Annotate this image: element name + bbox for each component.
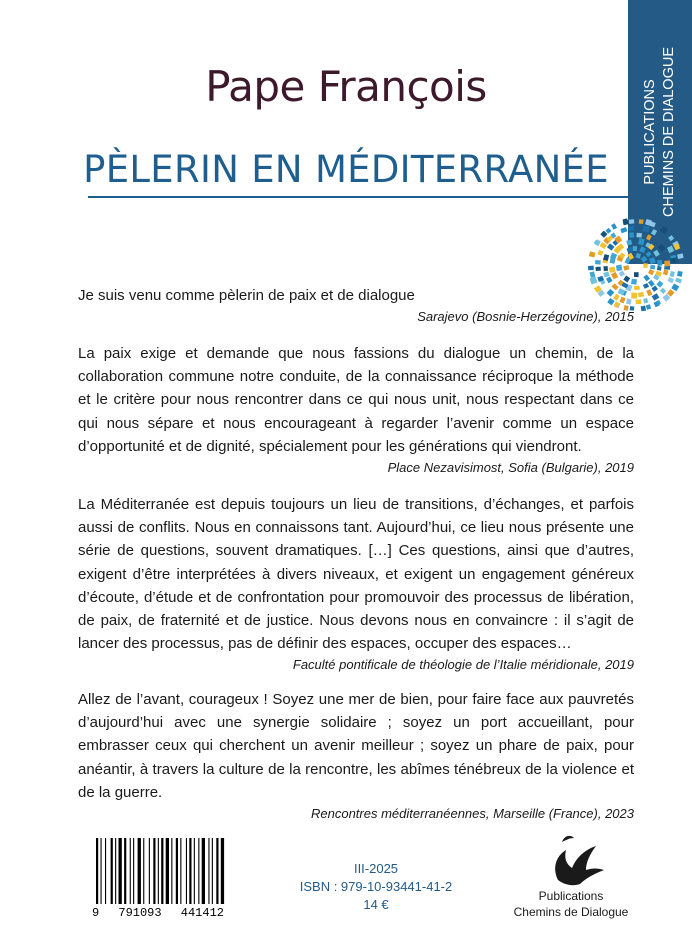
mosaic-tile [670,271,675,277]
quote-text: Je suis venu comme pèlerin de paix et de dialogue [78,287,415,304]
mosaic-tile [657,260,662,266]
quote-text: Allez de l’avant, courageux ! Soyez une mer de bien, pour faire face aux pauvretés d’aujourd’hui avec une synergie solidaire ; soyez un port accueillant, pour embrasser ceux qui cherchent un avenir meilleur ; soyez un phare de paix, pour anéantir, à travers la culture de la rencontre, les abîmes ténébreux de la violence et de la guerre. [78,691,634,801]
mosaic-tile [589,251,596,257]
publisher-name [496,888,646,920]
mosaic-tile [664,261,670,267]
mosaic-tile [603,271,609,277]
quote-source: Faculté pontificale de théologie de l’Italie méridionale, 2019 [292,657,634,673]
barcode-digits [88,906,228,920]
mosaic-tile [633,246,637,251]
mosaic-tile [603,266,608,271]
mosaic-tile [639,246,646,253]
barcode-bar [153,838,155,904]
barcode-bar [149,838,150,904]
mosaic-tile [638,238,644,245]
barcode-bar [158,838,159,904]
mosaic-tile [639,219,644,224]
mosaic-tile [595,260,601,265]
quote-text: La Méditerranée est depuis toujours un lieu de transitions, d’échanges, et parfois aussi de conflits. Nous en connaissons tant. Aujourd’hui, ce lieu nous présente une série de questions, souvent dramatiques. […] Ces questions, ainsi que d’autres, exigent d’être interprétées à divers niveaux, et exigent un engagement généreux d’écoute, d’étude et de confrontation pour promouvoir des processus de libération, de paix, de fraternité et de justice. Nous devons nous en convaincre : il s’agit de lancer des processus, pas de définir des espaces, occuper des espaces… [78,496,634,653]
quote-4 [78,688,634,823]
book-author: Pape François [205,62,487,111]
mosaic-tile [598,250,604,256]
quote-1 [78,284,634,326]
isbn-number: ISBN : 979-10-93441-41-2 [299,879,453,894]
mosaic-tile [626,247,633,253]
mosaic-tile [638,292,644,297]
mosaic-tile [663,270,669,276]
mosaic-tile [643,275,650,282]
barcode-bar [105,838,106,904]
mosaic-tile [629,232,634,238]
mosaic-tile [651,285,657,291]
mosaic-tile [675,278,682,284]
mosaic-tile [648,280,655,287]
mosaic-tile [611,223,617,229]
mosaic-tile [595,267,600,271]
mosaic-tile [607,243,614,250]
mosaic-tile [634,272,639,277]
mosaic-tile [626,239,632,245]
barcode-bar [212,838,213,904]
mosaic-tile [634,286,640,290]
mosaic-tile [656,281,663,288]
mosaic-tile [652,293,660,300]
barcode-bar [194,838,195,904]
barcode-bar [111,838,113,904]
mosaic-tile [588,266,594,271]
quote-3 [78,493,634,674]
mosaic-tile [641,256,648,263]
barcode-digit-group-2: 441412 [180,906,224,920]
mosaic-tile [671,283,679,291]
mosaic-tile [667,246,674,254]
mosaic-tile [646,251,652,257]
barcode-bar [186,838,187,904]
barcode-bar [189,838,191,904]
mosaic-tile [636,233,642,238]
mosaic-tile [605,228,611,234]
barcode-bar [171,838,172,904]
side-band-line-2: CHEMINS DE DIALOGUE [661,47,677,217]
isbn-barcode [88,834,228,920]
mosaic-tile [646,234,652,240]
mosaic-tile [629,219,635,224]
mosaic-tile [603,254,609,261]
mosaic-tile [623,265,629,270]
barcode-bar [166,838,169,904]
barcode-bar [133,838,134,904]
barcode-bar [130,838,131,904]
mosaic-tile [609,267,616,273]
quote-2 [78,342,634,477]
barcode-bar [138,838,141,904]
mosaic-tile [657,266,662,271]
barcode-bars [88,834,228,906]
publisher-name-line-1: Publications [538,889,604,903]
mosaic-tile [649,257,656,264]
barcode-bar [124,838,126,904]
mosaic-tile [643,283,649,289]
mosaic-tile [606,276,613,283]
mosaic-tile [648,269,654,275]
barcode-digit-group-1: 791093 [118,906,162,920]
mosaic-tile [668,277,675,283]
mosaic-tile [668,235,674,241]
barcode-bar [176,838,178,904]
edition-code: III-2025 [353,861,399,876]
quote-text: La paix exige et demande que nous fassions du dialogue un chemin, de la collaboration commune notre conduite, de la connaissance réciproque la méthode et le critère pour nous rencontrer dans ce qui nous unit, nous respectant dans ce qui nous sépare et nous encourageant à regarder l’avenir comme un espace d’opportunité et de dignité, spécialement pour les générations qui viendront. [78,345,634,455]
barcode-bar [221,838,224,904]
quote-source: Sarajevo (Bosnie-Herzégovine), 2015 [417,309,634,325]
mosaic-tile [671,258,677,264]
barcode-bar [101,838,102,904]
side-band-line-1: PUBLICATIONS [642,79,658,185]
barcode-bar [180,838,181,904]
mosaic-tile [636,299,642,304]
publication-info [262,860,490,914]
mosaic-tile [660,288,666,294]
mosaic-tile [620,227,627,233]
barcode-bar [119,838,122,904]
quote-source: Rencontres méditerranéennes, Marseille (France), 2023 [311,806,634,822]
mosaic-tile [628,225,634,231]
mosaic-tile [611,272,618,280]
barcode-bar [96,838,98,904]
barcode-bar [208,838,209,904]
mosaic-tile [677,253,683,259]
quote-source: Place Nezavisimost, Sofia (Bulgarie), 2019 [387,460,634,476]
book-title: PÈLERIN EN MÉDITERRANÉE [83,148,609,191]
barcode-bar [216,838,218,904]
mosaic-tile [619,271,625,277]
barcode-digit-lead: 9 [92,906,100,920]
mosaic-tile [600,231,607,238]
mosaic-tile [650,265,655,270]
barcode-bar [202,838,205,904]
mosaic-tile [646,304,651,310]
barcode-bar [161,838,163,904]
mosaic-tile [677,271,683,277]
mosaic-tile [653,250,660,257]
mosaic-tile [641,306,646,312]
mosaic-tile [636,253,641,259]
mosaic-tile [590,271,596,277]
price: 14 € [363,897,389,912]
mosaic-tile [616,264,622,271]
mosaic-tile [623,275,630,282]
mosaic-tile [643,298,648,304]
barcode-bar [115,838,116,904]
barcode-bar [143,838,144,904]
mosaic-tile [651,229,657,236]
mosaic-tile [600,242,607,249]
mosaic-tile [658,244,666,252]
mosaic-tile [643,263,648,268]
publisher-name-line-2: Chemins de Dialogue [513,905,629,919]
mosaic-tile [646,289,652,296]
title-underline [88,196,628,198]
barcode-bar [198,838,199,904]
